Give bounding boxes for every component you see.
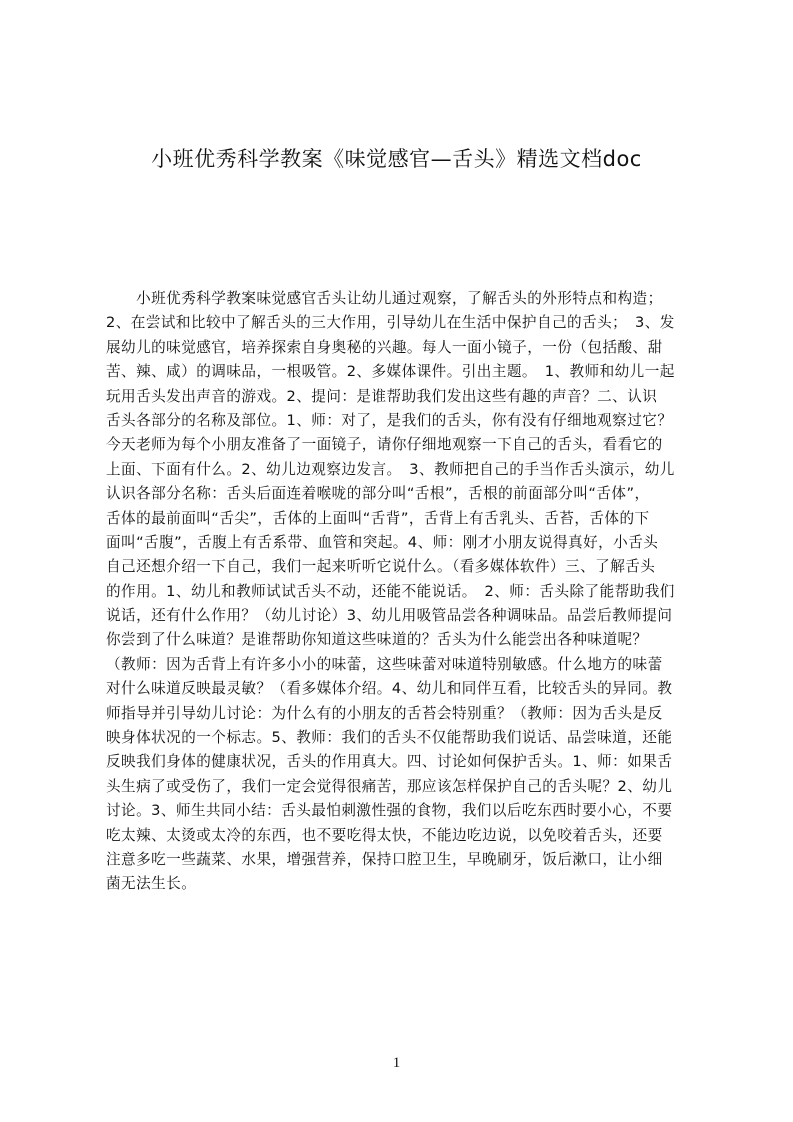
body-line: 面叫“舌腹”，舌腹上有舌系带、血管和突起。4、师：刚才小朋友说得真好，小舌头 [106,533,659,551]
body-line: 苦、辣、咸）的调味品，一根吸管。2、多媒体课件。引出主题。 1、教师和幼儿一起 [106,363,675,381]
body-line: 舌体的最前面叫“舌尖”，舌体的上面叫“舌背”，舌背上有舌乳头、舌苔，舌体的下 [106,509,650,527]
body-line: 小班优秀科学教案味觉感官舌头让幼儿通过观察，了解舌头的外形特点和构造； [106,290,663,307]
body-line: 注意多吃一些蔬菜、水果，增强营养，保持口腔卫生，早晚刷牙，饭后漱口，让小细 [106,850,663,868]
body-line: 菌无法生长。 [106,875,197,893]
body-line: 映身体状况的一个标志。5、教师：我们的舌头不仅能帮助我们说话、品尝味道，还能 [106,729,673,747]
body-line: 吃太辣、太烫或太冷的东西，也不要吃得太快，不能边吃边说，以免咬着舌头，还要 [106,826,663,844]
body-line: 讨论。3、师生共同小结：舌头最怕刺激性强的食物，我们以后吃东西时要小心，不要 [106,802,673,820]
page-number: 1 [392,1055,401,1071]
document-title: 小班优秀科学教案《味觉感官—舌头》精选文档doc [151,147,642,171]
body-line: 自己还想介绍一下自己，我们一起来听听它说什么。（看多媒体软件）三、了解舌头 [106,558,656,576]
body-line: 反映我们身体的健康状况，舌头的作用真大。四、讨论如何保护舌头。1、师：如果舌 [106,753,673,771]
body-line: 对什么味道反映最灵敏？（看多媒体介绍。4、幼儿和同伴互看，比较舌头的异同。教 [106,680,673,698]
body-line: 舌头各部分的名称及部位。1、师：对了，是我们的舌头，你有没有仔细地观察过它？ [106,411,673,429]
body-line: （教师：因为舌背上有许多小小的味蕾，这些味蕾对味道特别敏感。什么地方的味蕾 [106,655,663,673]
body-line: 2、在尝试和比较中了解舌头的三大作用，引导幼儿在生活中保护自己的舌头； 3、发 [106,314,675,332]
body-line: 认识各部分名称：舌头后面连着喉咙的部分叫“舌根”，舌根的前面部分叫“舌体”， [106,485,650,503]
body-line: 今天老师为每个小朋友准备了一面镜子，请你仔细地观察一下自己的舌头，看看它的 [106,436,663,454]
body-line: 玩用舌头发出声音的游戏。2、提问：是谁帮助我们发出这些有趣的声音？二、认识 [106,387,658,405]
body-line: 说话，还有什么作用？（幼儿讨论）3、幼儿用吸管品尝各种调味品。品尝后教师提问 [106,607,673,625]
body-line: 的作用。1、幼儿和教师试试舌头不动，还能不能说话。 2、师：舌头除了能帮助我们 [106,582,675,600]
body-line: 你尝到了什么味道？是谁帮助你知道这些味道的？舌头为什么能尝出各种味道呢？ [106,631,648,649]
body-line: 头生病了或受伤了，我们一定会觉得很痛苦，那应该怎样保护自己的舌头呢？2、幼儿 [106,777,673,795]
document-body [106,287,698,897]
body-line: 上面、下面有什么。2、幼儿边观察边发言。 3、教师把自己的手当作舌头演示，幼儿 [106,460,675,478]
body-line: 展幼儿的味觉感官，培养探索自身奥秘的兴趣。每人一面小镜子，一份（包括酸、甜 [106,338,663,356]
body-line: 师指导并引导幼儿讨论：为什么有的小朋友的舌苔会特别重？（教师：因为舌头是反 [106,704,663,722]
